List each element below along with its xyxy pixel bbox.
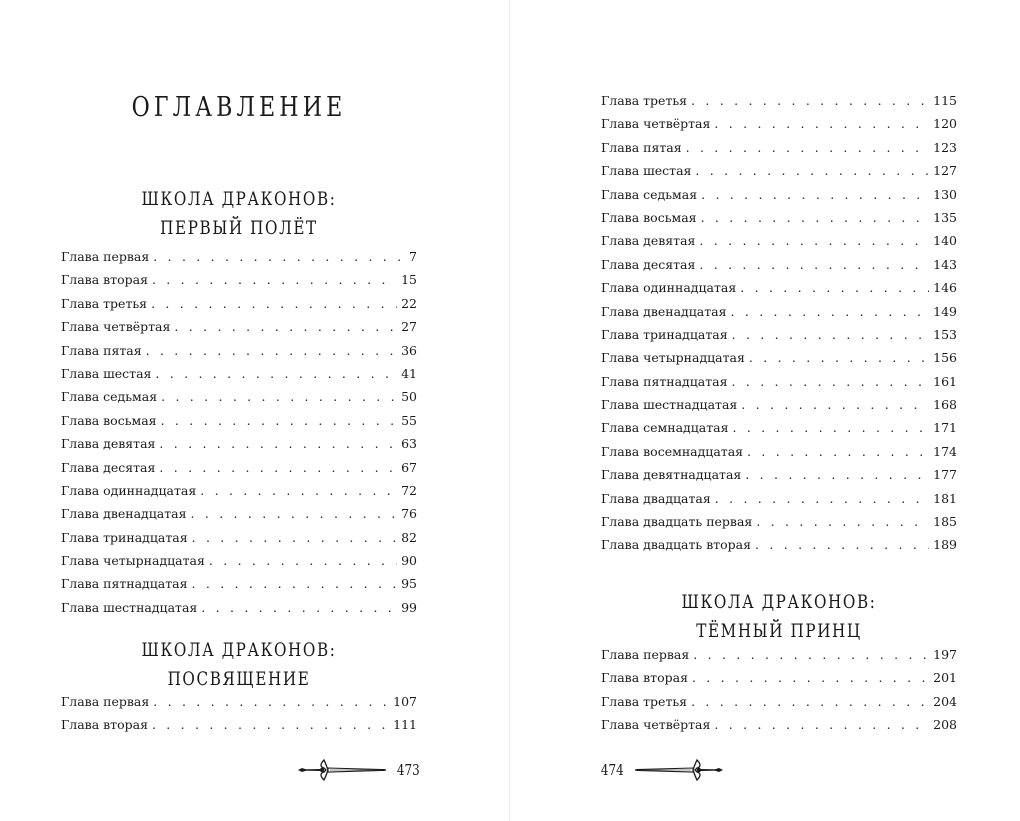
toc-entry-page-number: 168	[933, 397, 957, 413]
toc-entry	[601, 257, 957, 280]
toc-entry-page-number: 177	[933, 467, 957, 483]
toc-entry-page-number: 156	[933, 350, 957, 366]
toc-entry	[61, 413, 417, 436]
section-heading-dark-prince	[636, 588, 922, 646]
section-heading-line1: ШКОЛА ДРАКОНОВ:	[141, 188, 337, 210]
dot-leader	[691, 93, 929, 108]
toc-entry-label: Глава девятая	[601, 233, 696, 249]
toc-entry-label: Глава четвёртая	[601, 717, 711, 733]
toc-entry-page-number: 201	[933, 670, 957, 686]
dot-leader	[714, 717, 929, 732]
toc-entry-label: Глава четвёртая	[601, 116, 711, 132]
toc-entry	[601, 350, 957, 373]
dot-leader	[155, 366, 397, 381]
dagger-icon	[296, 758, 388, 782]
toc-entry-page-number: 90	[401, 553, 417, 569]
toc-entry-page-number: 208	[933, 717, 957, 733]
section-heading-line2: ПОСВЯЩЕНИЕ	[167, 668, 311, 690]
toc-entry-label: Глава шестнадцатая	[61, 599, 198, 615]
toc-entry	[601, 233, 957, 256]
dot-leader	[153, 694, 389, 709]
toc-entry	[61, 296, 417, 319]
dagger-icon	[633, 758, 725, 782]
page-title: ОГЛАВЛЕНИЕ	[131, 92, 347, 123]
toc-entry-page-number: 107	[393, 694, 417, 709]
toc-entry-label: Глава семнадцатая	[601, 420, 729, 436]
toc-entry-page-number: 99	[401, 599, 417, 615]
dot-leader	[686, 140, 930, 155]
dot-leader	[741, 397, 929, 412]
toc-entry-label: Глава третья	[601, 693, 688, 709]
dot-leader	[732, 374, 930, 389]
dot-leader	[201, 600, 397, 615]
dot-leader	[731, 304, 930, 319]
toc-entry	[61, 460, 417, 483]
toc-entry-page-number: 27	[401, 319, 417, 335]
toc-entry-page-number: 7	[409, 249, 417, 264]
toc-entry-page-number: 153	[933, 326, 957, 342]
section-heading-initiation	[96, 636, 382, 694]
toc-entry	[61, 343, 417, 366]
toc-entry	[601, 280, 957, 303]
toc-entry	[61, 436, 417, 459]
toc-entry-page-number: 120	[933, 116, 957, 132]
toc-entry	[61, 389, 417, 412]
toc-entry-label: Глава седьмая	[61, 389, 158, 405]
dot-leader	[152, 717, 389, 732]
section-heading-line1: ШКОЛА ДРАКОНОВ:	[681, 591, 877, 613]
toc-entry	[601, 514, 957, 537]
toc-entry-label: Глава двадцать вторая	[601, 537, 752, 553]
dot-leader	[192, 530, 397, 545]
dot-leader	[749, 350, 929, 365]
toc-entry-page-number: 171	[933, 420, 957, 436]
toc-entry-page-number: 41	[401, 365, 417, 381]
dot-leader	[699, 257, 929, 272]
toc-entry-label: Глава пятая	[61, 342, 142, 358]
toc-entry	[61, 553, 417, 576]
toc-entry-page-number: 143	[933, 256, 957, 272]
toc-entry-label: Глава пятнадцатая	[601, 373, 728, 389]
dot-leader	[191, 506, 398, 521]
toc-entry	[601, 717, 957, 740]
toc-entry	[601, 694, 957, 717]
toc-entry-label: Глава вторая	[61, 272, 148, 288]
toc-entry-label: Глава первая	[61, 249, 150, 264]
toc-entry	[601, 420, 957, 443]
toc-entry-label: Глава тринадцатая	[61, 529, 188, 545]
toc-entry-label: Глава четырнадцатая	[601, 350, 745, 366]
dot-leader	[200, 483, 397, 498]
toc-entry-page-number: 127	[933, 163, 957, 179]
toc-entry	[601, 187, 957, 210]
dot-leader	[714, 116, 929, 131]
toc-entry-label: Глава седьмая	[601, 186, 698, 202]
section-heading-line1: ШКОЛА ДРАКОНОВ:	[141, 639, 337, 661]
dot-leader	[174, 319, 397, 334]
dot-leader	[151, 296, 397, 311]
section-heading-first-flight	[96, 185, 382, 243]
toc-list-first-flight	[61, 249, 417, 623]
toc-entry-label: Глава девятнадцатая	[601, 467, 742, 483]
toc-entry-page-number: 146	[933, 280, 957, 296]
section-heading-line2: ТЁМНЫЙ ПРИНЦ	[696, 620, 862, 642]
toc-entry-page-number: 55	[401, 412, 417, 428]
folio-right	[598, 758, 725, 782]
dot-leader	[732, 420, 929, 435]
toc-entry-page-number: 135	[933, 209, 957, 225]
page-number: 474	[600, 761, 624, 779]
toc-entry-page-number: 95	[401, 576, 417, 592]
toc-list-dark-prince	[601, 647, 957, 741]
toc-entry-label: Глава десятая	[601, 256, 696, 272]
toc-entry	[61, 506, 417, 529]
dot-leader	[159, 436, 397, 451]
toc-entry-label: Глава двенадцатая	[601, 303, 727, 319]
toc-entry-page-number: 204	[933, 693, 957, 709]
toc-entry-label: Глава одиннадцатая	[61, 482, 197, 498]
dot-leader	[715, 491, 929, 506]
toc-entry	[601, 467, 957, 490]
section-heading-line2: ПЕРВЫЙ ПОЛЁТ	[160, 217, 318, 239]
toc-entry-label: Глава двадцать первая	[601, 514, 753, 530]
dot-leader	[695, 163, 929, 178]
toc-list-initiation	[61, 694, 417, 741]
toc-entry-label: Глава четвёртая	[61, 319, 171, 335]
dot-leader	[153, 249, 405, 264]
toc-entry-label: Глава вторая	[601, 670, 688, 686]
toc-entry	[61, 249, 417, 272]
toc-entry	[601, 491, 957, 514]
toc-entry-label: Глава первая	[61, 694, 150, 709]
toc-entry	[61, 694, 417, 717]
toc-entry	[61, 272, 417, 295]
toc-entry-label: Глава девятая	[61, 436, 156, 452]
toc-entry-label: Глава третья	[61, 295, 148, 311]
toc-entry	[601, 210, 957, 233]
dot-leader	[209, 553, 397, 568]
toc-entry-label: Глава шестнадцатая	[601, 397, 738, 413]
toc-entry	[61, 530, 417, 553]
dot-leader	[701, 210, 930, 225]
toc-entry-page-number: 22	[401, 295, 417, 311]
toc-entry-page-number: 111	[393, 717, 417, 733]
right-page	[510, 0, 1020, 821]
toc-entry-label: Глава четырнадцатая	[61, 553, 205, 569]
toc-entry	[601, 304, 957, 327]
toc-entry-label: Глава вторая	[61, 717, 148, 733]
folio-left	[296, 758, 423, 782]
toc-entry	[601, 397, 957, 420]
dot-leader	[756, 514, 929, 529]
toc-entry	[601, 93, 957, 116]
toc-entry-label: Глава восьмая	[61, 412, 157, 428]
toc-entry-label: Глава первая	[601, 647, 690, 662]
dot-leader	[146, 343, 397, 358]
toc-entry	[601, 116, 957, 139]
toc-entry	[61, 576, 417, 599]
toc-entry-label: Глава десятая	[61, 459, 156, 475]
toc-entry-page-number: 161	[933, 373, 957, 389]
toc-entry	[601, 140, 957, 163]
toc-entry-label: Глава восемнадцатая	[601, 443, 744, 459]
toc-entry-page-number: 63	[401, 436, 417, 452]
toc-entry	[61, 717, 417, 740]
toc-entry-label: Глава восьмая	[601, 209, 697, 225]
toc-entry-page-number: 140	[933, 233, 957, 249]
dot-leader	[745, 467, 929, 482]
toc-entry-label: Глава одиннадцатая	[601, 280, 737, 296]
toc-list-initiation-continued	[601, 93, 957, 561]
toc-entry-page-number: 123	[933, 139, 957, 155]
dot-leader	[693, 647, 929, 662]
toc-entry-page-number: 72	[401, 482, 417, 498]
dot-leader	[732, 327, 930, 342]
toc-entry	[61, 483, 417, 506]
toc-entry	[61, 600, 417, 623]
toc-entry-label: Глава двадцатая	[601, 490, 711, 506]
dot-leader	[161, 413, 398, 428]
toc-entry-page-number: 50	[401, 389, 417, 405]
toc-entry-page-number: 82	[401, 529, 417, 545]
toc-entry-label: Глава двенадцатая	[61, 506, 187, 522]
toc-entry	[601, 374, 957, 397]
toc-entry-page-number: 197	[933, 647, 957, 662]
dot-leader	[192, 576, 398, 591]
dot-leader	[747, 444, 929, 459]
toc-entry	[61, 319, 417, 342]
toc-entry	[601, 163, 957, 186]
toc-entry-label: Глава пятая	[601, 139, 682, 155]
toc-entry-page-number: 67	[401, 459, 417, 475]
toc-entry-page-number: 174	[933, 443, 957, 459]
toc-entry-page-number: 149	[933, 303, 957, 319]
toc-entry-label: Глава шестая	[601, 163, 692, 179]
toc-entry-page-number: 185	[933, 514, 957, 530]
toc-entry-page-number: 76	[401, 506, 417, 522]
dot-leader	[691, 694, 929, 709]
toc-entry-page-number: 36	[401, 342, 417, 358]
dot-leader	[159, 460, 397, 475]
toc-entry-label: Глава третья	[601, 93, 688, 108]
toc-entry-label: Глава пятнадцатая	[61, 576, 188, 592]
toc-entry-label: Глава тринадцатая	[601, 326, 728, 342]
dot-leader	[755, 537, 929, 552]
toc-entry	[601, 327, 957, 350]
dot-leader	[161, 389, 397, 404]
toc-entry	[601, 537, 957, 560]
dot-leader	[699, 233, 929, 248]
toc-entry-page-number: 189	[933, 537, 957, 553]
dot-leader	[692, 670, 929, 685]
toc-entry	[601, 647, 957, 670]
toc-entry	[601, 444, 957, 467]
dot-leader	[740, 280, 929, 295]
page-number: 473	[396, 761, 420, 779]
toc-entry-page-number: 15	[401, 272, 417, 288]
toc-entry-page-number: 130	[933, 186, 957, 202]
toc-entry-page-number: 115	[933, 93, 957, 108]
dot-leader	[152, 272, 397, 287]
toc-entry	[601, 670, 957, 693]
toc-entry	[61, 366, 417, 389]
toc-entry-page-number: 181	[933, 490, 957, 506]
toc-entry-label: Глава шестая	[61, 365, 152, 381]
dot-leader	[701, 187, 929, 202]
